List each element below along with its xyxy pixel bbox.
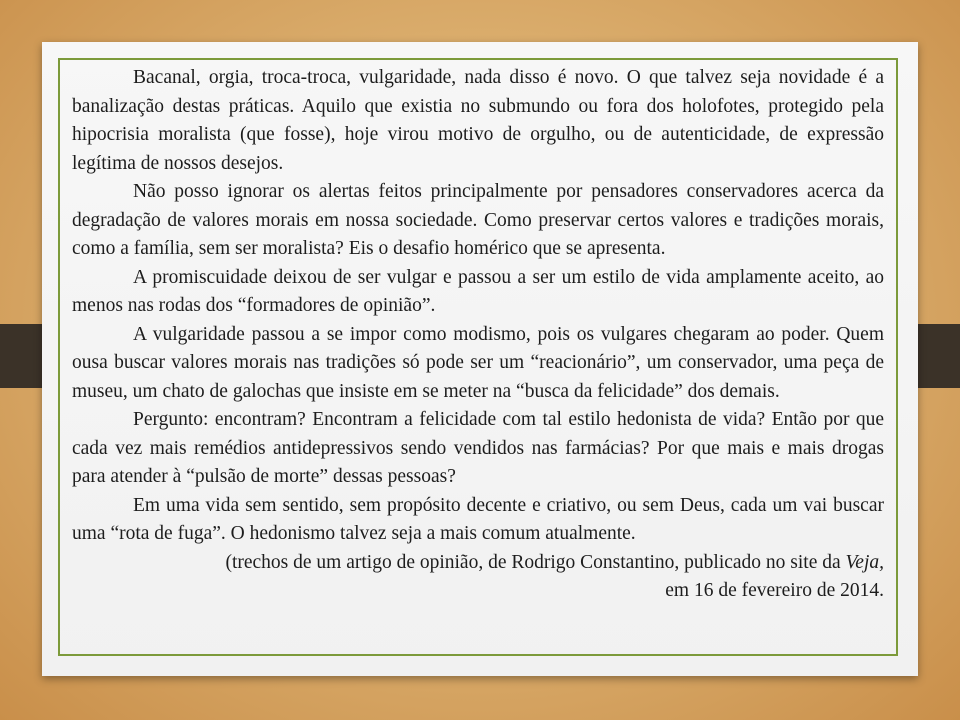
text-block <box>72 64 884 606</box>
paragraph-4: A vulgaridade passou a se impor como modismo, pois os vulgares chegaram ao poder. Quem ousa buscar valores morais nas tradições só pode ser um “reacionário”, um conservador, uma peça de museu, um chato de galochas que insiste em se meter na “busca da felicidade” dos demais. <box>72 323 884 402</box>
paragraph-6: Em uma vida sem sentido, sem propósito decente e criativo, ou sem Deus, cada um vai buscar uma “rota de fuga”. O hedonismo talvez seja a mais comum atualmente. <box>72 494 884 544</box>
paragraph-1: Bacanal, orgia, troca-troca, vulgaridade, nada disso é novo. O que talvez seja novidade é a banalização destas práticas. Aquilo que existia no submundo ou fora dos holofotes, protegido pela hipocrisia moralista (que fosse), hoje virou motivo de orgulho, ou de autenticidade, de expressão legítima de nossos desejos. <box>72 67 884 174</box>
citation-prefix: (trechos de um artigo de opinião, de Rodrigo Constantino, publicado no site da <box>225 551 846 573</box>
paragraph-5: Pergunto: encontram? Encontram a felicidade com tal estilo hedonista de vida? Então por que cada vez mais remédios antidepressivos sendo vendidos nas farmácias? Por que mais e mais drogas para atender à “pulsão de morte” dessas pessoas? <box>72 409 884 487</box>
citation-line-1 <box>72 549 884 578</box>
paragraph-3: A promiscuidade deixou de ser vulgar e passou a ser um estilo de vida amplamente aceito, ao menos nas rodas dos “formadores de opinião”. <box>72 266 884 316</box>
citation-line-2: em 16 de fevereiro de 2014. <box>665 580 884 601</box>
citation-source: Veja, <box>845 551 884 573</box>
text-frame <box>58 58 898 656</box>
paragraph-2: Não posso ignorar os alertas feitos principalmente por pensadores conservadores acerca da degradação de valores morais em nossa sociedade. Como preservar certos valores e tradições morais, como a família, sem ser moralista? Eis o desafio homérico que se apresenta. <box>72 181 884 259</box>
paper-card <box>42 42 918 676</box>
